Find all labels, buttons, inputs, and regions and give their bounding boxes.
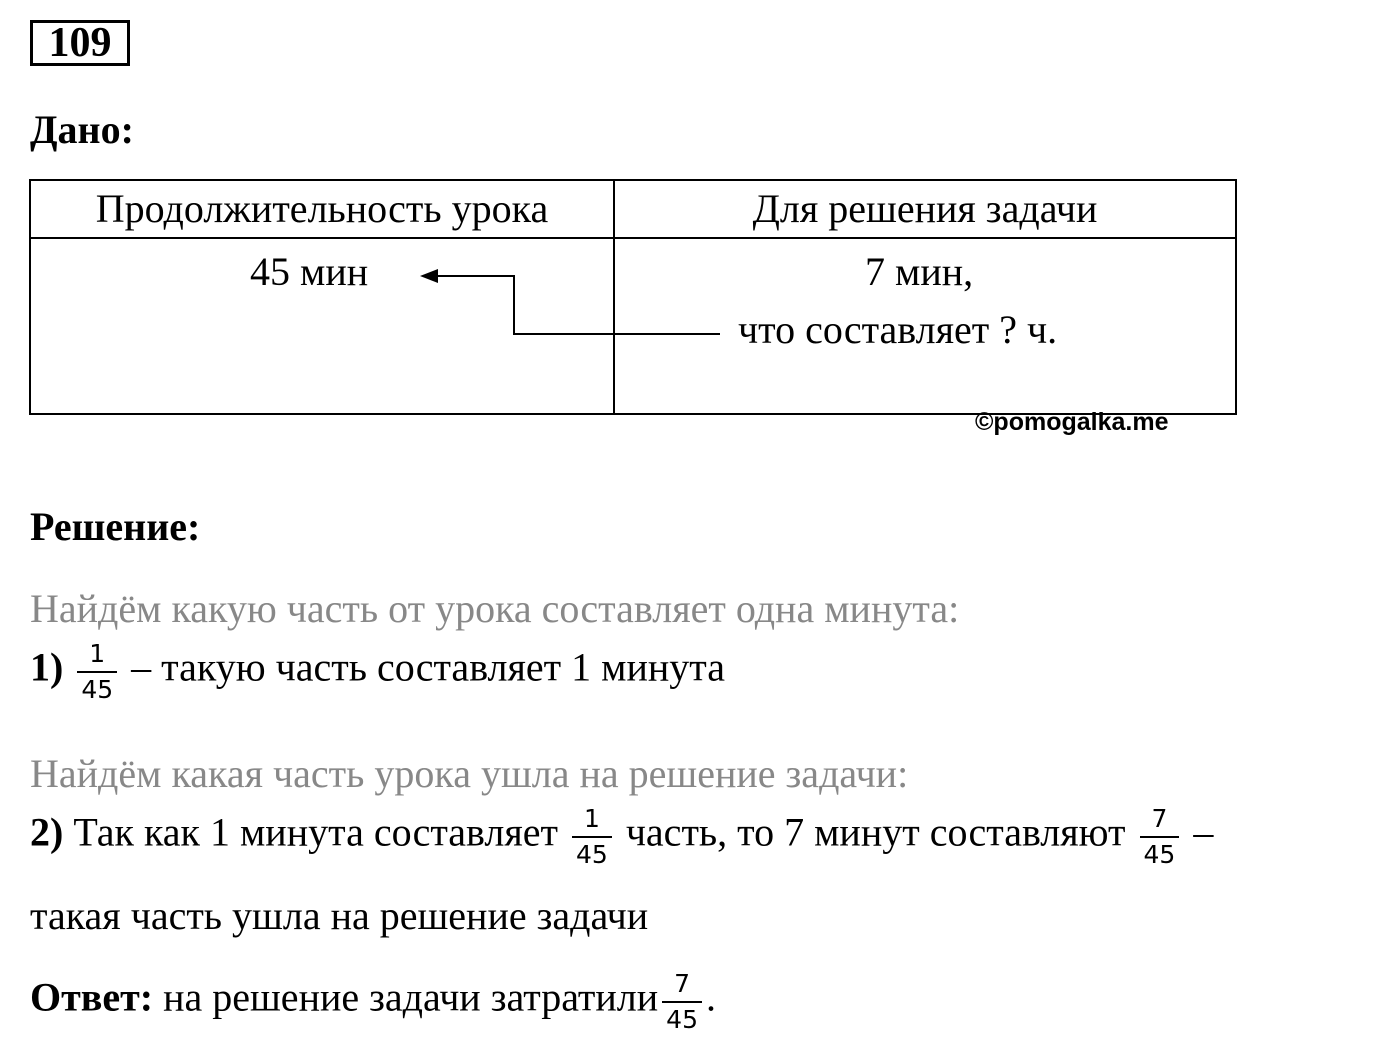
fraction-numerator: 7	[1140, 805, 1180, 838]
step2-text-b: часть, то 7 минут составляют	[625, 809, 1126, 855]
step1-fraction	[77, 640, 117, 703]
task-time-value: 7 мин,	[865, 249, 974, 294]
step1-hint: Найдём какую часть от урока составляет одна минута:	[30, 586, 960, 631]
step2-text-c: –	[1193, 809, 1214, 855]
step2-fraction-a	[572, 805, 612, 868]
problem-number: 109	[30, 20, 130, 66]
given-heading: Дано:	[30, 107, 134, 152]
step2-text-a: Так как 1 минута составляет	[73, 809, 558, 855]
step1-label: 1)	[30, 644, 64, 690]
fraction-denominator: 45	[666, 1004, 698, 1034]
task-time-question: что составляет ? ч.	[738, 307, 1058, 352]
arrow-head-icon	[420, 269, 438, 283]
step2-line	[30, 805, 1213, 868]
table-header-task-time: Для решения задачи	[614, 180, 1236, 238]
solution-heading: Решение:	[30, 504, 201, 549]
table-header-lesson-duration: Продолжительность урока	[30, 180, 614, 238]
step2-text-d: такая часть ушла на решение задачи	[30, 893, 649, 938]
watermark: ©pomogalka.me	[975, 408, 1169, 436]
answer-text: на решение задачи затратили	[163, 974, 659, 1020]
step2-fraction-b	[1140, 805, 1180, 868]
fraction-numerator: 7	[662, 970, 702, 1003]
fraction-numerator: 1	[572, 805, 612, 838]
step2-label: 2)	[30, 809, 64, 855]
answer-line	[30, 970, 716, 1033]
step1-text: – такую часть составляет 1 минута	[131, 644, 725, 690]
fraction-denominator: 45	[576, 839, 608, 869]
fraction-denominator: 45	[81, 674, 114, 704]
answer-end: .	[705, 974, 716, 1020]
lesson-duration-value: 45 мин	[250, 249, 369, 294]
step1-line	[30, 640, 725, 703]
answer-fraction	[662, 970, 702, 1033]
fraction-denominator: 45	[1143, 839, 1176, 869]
step2-hint: Найдём какая часть урока ушла на решение задачи:	[30, 751, 909, 796]
answer-label: Ответ:	[30, 974, 154, 1020]
fraction-numerator: 1	[77, 640, 117, 673]
